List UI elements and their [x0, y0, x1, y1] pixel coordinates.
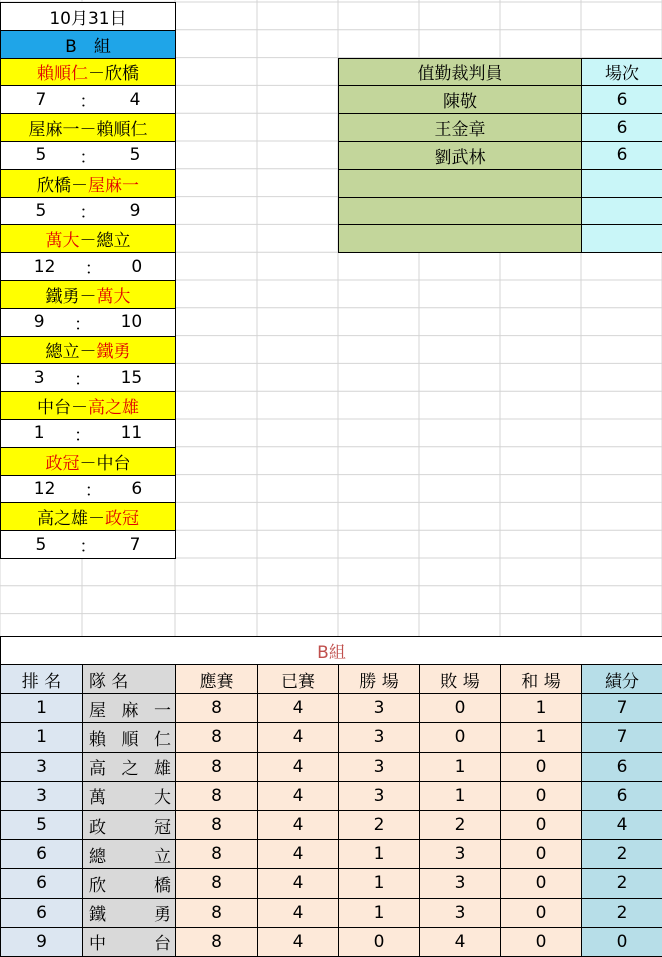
match-away-team: 政冠: [105, 509, 139, 530]
score-separator: ：: [79, 147, 97, 168]
referee-header-name[interactable]: 值勤裁判員: [338, 58, 582, 87]
match-away-team: 萬大: [96, 286, 131, 307]
standings-win-cell[interactable]: 3: [338, 781, 420, 811]
score-separator: ：: [74, 425, 92, 446]
team-name-char: 屋: [89, 700, 106, 721]
referee-name-cell[interactable]: 劉武林: [338, 141, 582, 170]
standings-played-cell[interactable]: 4: [257, 722, 339, 752]
away-score: 6: [131, 478, 143, 499]
standings-team-cell[interactable]: [82, 722, 176, 752]
score-cell[interactable]: [0, 530, 176, 559]
match-dash: －: [79, 453, 97, 474]
home-score: 12: [33, 478, 56, 499]
team-name-char: 之: [121, 759, 139, 780]
standings-rank-cell[interactable]: 9: [0, 927, 83, 957]
match-away-team: 賴順仁: [96, 120, 148, 141]
standings-played-cell[interactable]: 4: [257, 752, 339, 782]
standings-rank-cell[interactable]: 3: [0, 781, 83, 811]
home-score: 1: [33, 423, 45, 444]
standings-header-4[interactable]: 勝 場: [338, 664, 420, 694]
match-home-team: 政冠: [45, 453, 80, 474]
team-name-char: 總: [89, 846, 106, 867]
team-name-char: 欣: [89, 875, 106, 896]
away-score: 10: [120, 312, 143, 333]
team-name-char: 勇: [154, 905, 171, 926]
standings-points-cell[interactable]: 6: [581, 752, 662, 782]
match-home-team: 萬大: [45, 231, 80, 252]
team-name-char: 大: [154, 788, 171, 809]
referee-header-count[interactable]: 場次: [581, 58, 662, 87]
away-score: 9: [129, 200, 141, 221]
home-score: 9: [33, 312, 45, 333]
home-score: 5: [35, 200, 47, 221]
referee-name-cell[interactable]: [338, 197, 582, 226]
standings-rank-cell[interactable]: 6: [0, 868, 83, 898]
standings-draw-cell[interactable]: 0: [500, 868, 582, 898]
match-cell[interactable]: [0, 447, 176, 476]
standings-win-cell[interactable]: 0: [338, 927, 420, 957]
match-cell[interactable]: [0, 224, 176, 253]
match-cell[interactable]: [0, 169, 176, 198]
standings-header-7[interactable]: 績分: [581, 664, 662, 694]
team-name-char: 政: [89, 817, 106, 838]
home-score: 7: [35, 89, 47, 110]
standings-draw-cell[interactable]: 1: [500, 693, 582, 723]
standings-draw-cell[interactable]: 0: [500, 810, 582, 840]
standings-win-cell[interactable]: 2: [338, 810, 420, 840]
standings-should-cell[interactable]: 8: [175, 752, 258, 782]
match-home-team: 屋麻一: [28, 120, 80, 141]
standings-header-0[interactable]: 排 名: [0, 664, 83, 694]
team-name-char: 高: [89, 759, 106, 780]
away-score: 15: [120, 367, 143, 388]
standings-points-cell[interactable]: 0: [581, 927, 662, 957]
referee-count-cell[interactable]: 6: [581, 113, 662, 142]
standings-lose-cell[interactable]: 3: [419, 839, 501, 869]
match-dash: －: [79, 231, 97, 252]
team-name-char: 台: [154, 934, 171, 955]
standings-should-cell[interactable]: 8: [175, 781, 258, 811]
standings-should-cell[interactable]: 8: [175, 927, 258, 957]
standings-win-cell[interactable]: 1: [338, 868, 420, 898]
standings-win-cell[interactable]: 3: [338, 722, 420, 752]
standings-draw-cell[interactable]: 0: [500, 839, 582, 869]
standings-played-cell[interactable]: 4: [257, 839, 339, 869]
standings-points-cell[interactable]: 4: [581, 810, 662, 840]
referee-name-cell[interactable]: 陳敬: [338, 85, 582, 114]
standings-should-cell[interactable]: 8: [175, 839, 258, 869]
score-separator: ：: [79, 537, 97, 558]
standings-team-cell[interactable]: [82, 839, 176, 869]
group-header-cell[interactable]: B 組: [0, 30, 176, 59]
away-score: 7: [129, 534, 141, 555]
standings-played-cell[interactable]: 4: [257, 693, 339, 723]
score-cell[interactable]: [0, 475, 176, 504]
match-dash: －: [79, 286, 97, 307]
standings-played-cell[interactable]: 4: [257, 868, 339, 898]
team-name-char: 立: [154, 846, 171, 867]
referee-count-cell[interactable]: [581, 169, 662, 198]
away-score: 4: [129, 89, 141, 110]
match-away-team: 鐵勇: [96, 342, 131, 363]
team-name-char: 賴: [89, 729, 106, 750]
team-name-char: 雄: [154, 759, 171, 780]
referee-name-cell[interactable]: 王金章: [338, 113, 582, 142]
standings-points-cell[interactable]: 7: [581, 693, 662, 723]
standings-points-cell[interactable]: 2: [581, 868, 662, 898]
team-name-char: 鐵: [89, 905, 106, 926]
standings-draw-cell[interactable]: 0: [500, 898, 582, 928]
team-name-char: 冠: [154, 817, 171, 838]
standings-should-cell[interactable]: 8: [175, 868, 258, 898]
match-home-team: 中台: [37, 398, 71, 419]
standings-team-cell[interactable]: [82, 927, 176, 957]
standings-rank-cell[interactable]: 6: [0, 839, 83, 869]
standings-win-cell[interactable]: 3: [338, 693, 420, 723]
standings-header-5[interactable]: 敗 場: [419, 664, 501, 694]
standings-played-cell[interactable]: 4: [257, 781, 339, 811]
score-cell[interactable]: [0, 419, 176, 448]
away-score: 0: [131, 256, 143, 277]
match-away-team: 高之雄: [88, 398, 139, 419]
standings-rank-cell[interactable]: 1: [0, 693, 83, 723]
standings-points-cell[interactable]: 7: [581, 722, 662, 752]
standings-header-6[interactable]: 和 場: [500, 664, 582, 694]
match-dash: －: [79, 120, 97, 141]
match-home-team: 欣橋: [37, 175, 71, 196]
referee-count-cell[interactable]: 6: [581, 141, 662, 170]
match-home-team: 賴順仁: [37, 64, 88, 85]
match-cell[interactable]: [0, 391, 176, 420]
score-separator: ：: [79, 92, 97, 113]
away-score: 11: [120, 423, 143, 444]
match-away-team: 總立: [96, 231, 131, 252]
standings-points-cell[interactable]: 2: [581, 839, 662, 869]
score-cell[interactable]: [0, 252, 176, 281]
match-cell[interactable]: [0, 113, 176, 142]
standings-should-cell[interactable]: 8: [175, 810, 258, 840]
standings-should-cell[interactable]: 8: [175, 693, 258, 723]
standings-team-cell[interactable]: [82, 868, 176, 898]
match-away-team: 中台: [96, 453, 131, 474]
score-separator: ：: [74, 370, 92, 391]
match-home-team: 鐵勇: [45, 286, 80, 307]
standings-lose-cell[interactable]: 1: [419, 781, 501, 811]
home-score: 5: [35, 534, 47, 555]
standings-header-1[interactable]: 隊 名: [82, 664, 176, 694]
date-cell[interactable]: 10月31日: [0, 2, 176, 31]
score-separator: ：: [74, 314, 92, 335]
standings-played-cell[interactable]: 4: [257, 898, 339, 928]
match-cell[interactable]: [0, 336, 176, 365]
standings-rank-cell[interactable]: 1: [0, 722, 83, 752]
score-cell[interactable]: [0, 197, 176, 226]
match-home-team: 高之雄: [37, 509, 88, 530]
standings-win-cell[interactable]: 1: [338, 898, 420, 928]
team-name-char: 麻: [121, 700, 139, 721]
standings-header-2[interactable]: 應賽: [175, 664, 258, 694]
standings-points-cell[interactable]: 2: [581, 898, 662, 928]
score-cell[interactable]: [0, 363, 176, 392]
referee-count-cell[interactable]: 6: [581, 85, 662, 114]
match-dash: －: [88, 64, 105, 85]
team-name-char: 仁: [154, 729, 171, 750]
standings-lose-cell[interactable]: 3: [419, 898, 501, 928]
standings-team-cell[interactable]: [82, 693, 176, 723]
team-name-char: 橋: [154, 875, 171, 896]
standings-lose-cell[interactable]: 0: [419, 722, 501, 752]
standings-win-cell[interactable]: 3: [338, 752, 420, 782]
standings-team-cell[interactable]: [82, 810, 176, 840]
standings-rank-cell[interactable]: 5: [0, 810, 83, 840]
standings-header-3[interactable]: 已賽: [257, 664, 339, 694]
standings-draw-cell[interactable]: 0: [500, 752, 582, 782]
standings-lose-cell[interactable]: 0: [419, 693, 501, 723]
match-away-team: 欣橋: [105, 64, 139, 85]
score-cell[interactable]: [0, 85, 176, 114]
standings-draw-cell[interactable]: 1: [500, 722, 582, 752]
standings-team-cell[interactable]: [82, 898, 176, 928]
standings-lose-cell[interactable]: 4: [419, 927, 501, 957]
standings-should-cell[interactable]: 8: [175, 722, 258, 752]
match-dash: －: [79, 342, 97, 363]
standings-played-cell[interactable]: 4: [257, 927, 339, 957]
standings-should-cell[interactable]: 8: [175, 898, 258, 928]
standings-rank-cell[interactable]: 6: [0, 898, 83, 928]
standings-team-cell[interactable]: [82, 781, 176, 811]
standings-title[interactable]: B組: [0, 636, 662, 665]
match-away-team: 屋麻一: [88, 175, 139, 196]
team-name-char: 一: [154, 700, 171, 721]
referee-count-cell[interactable]: [581, 224, 662, 253]
team-name-char: 中: [89, 934, 106, 955]
referee-name-cell[interactable]: [338, 169, 582, 198]
standings-draw-cell[interactable]: 0: [500, 927, 582, 957]
score-cell[interactable]: [0, 308, 176, 337]
standings-lose-cell[interactable]: 1: [419, 752, 501, 782]
standings-team-cell[interactable]: [82, 752, 176, 782]
standings-draw-cell[interactable]: 0: [500, 781, 582, 811]
match-home-team: 總立: [45, 342, 80, 363]
standings-rank-cell[interactable]: 3: [0, 752, 83, 782]
home-score: 12: [33, 256, 56, 277]
home-score: 3: [33, 367, 45, 388]
standings-lose-cell[interactable]: 3: [419, 868, 501, 898]
standings-lose-cell[interactable]: 2: [419, 810, 501, 840]
away-score: 5: [129, 145, 141, 166]
referee-count-cell[interactable]: [581, 197, 662, 226]
match-dash: －: [71, 175, 88, 196]
match-dash: －: [71, 398, 88, 419]
match-dash: －: [88, 509, 105, 530]
match-cell[interactable]: [0, 58, 176, 87]
score-cell[interactable]: [0, 141, 176, 170]
team-name-char: 順: [121, 729, 139, 750]
standings-points-cell[interactable]: 6: [581, 781, 662, 811]
referee-name-cell[interactable]: [338, 224, 582, 253]
match-cell[interactable]: [0, 280, 176, 309]
team-name-char: 萬: [89, 788, 106, 809]
score-separator: ：: [84, 481, 102, 502]
home-score: 5: [35, 145, 47, 166]
standings-win-cell[interactable]: 1: [338, 839, 420, 869]
standings-played-cell[interactable]: 4: [257, 810, 339, 840]
score-separator: ：: [84, 259, 102, 280]
score-separator: ：: [79, 203, 97, 224]
match-cell[interactable]: [0, 502, 176, 531]
